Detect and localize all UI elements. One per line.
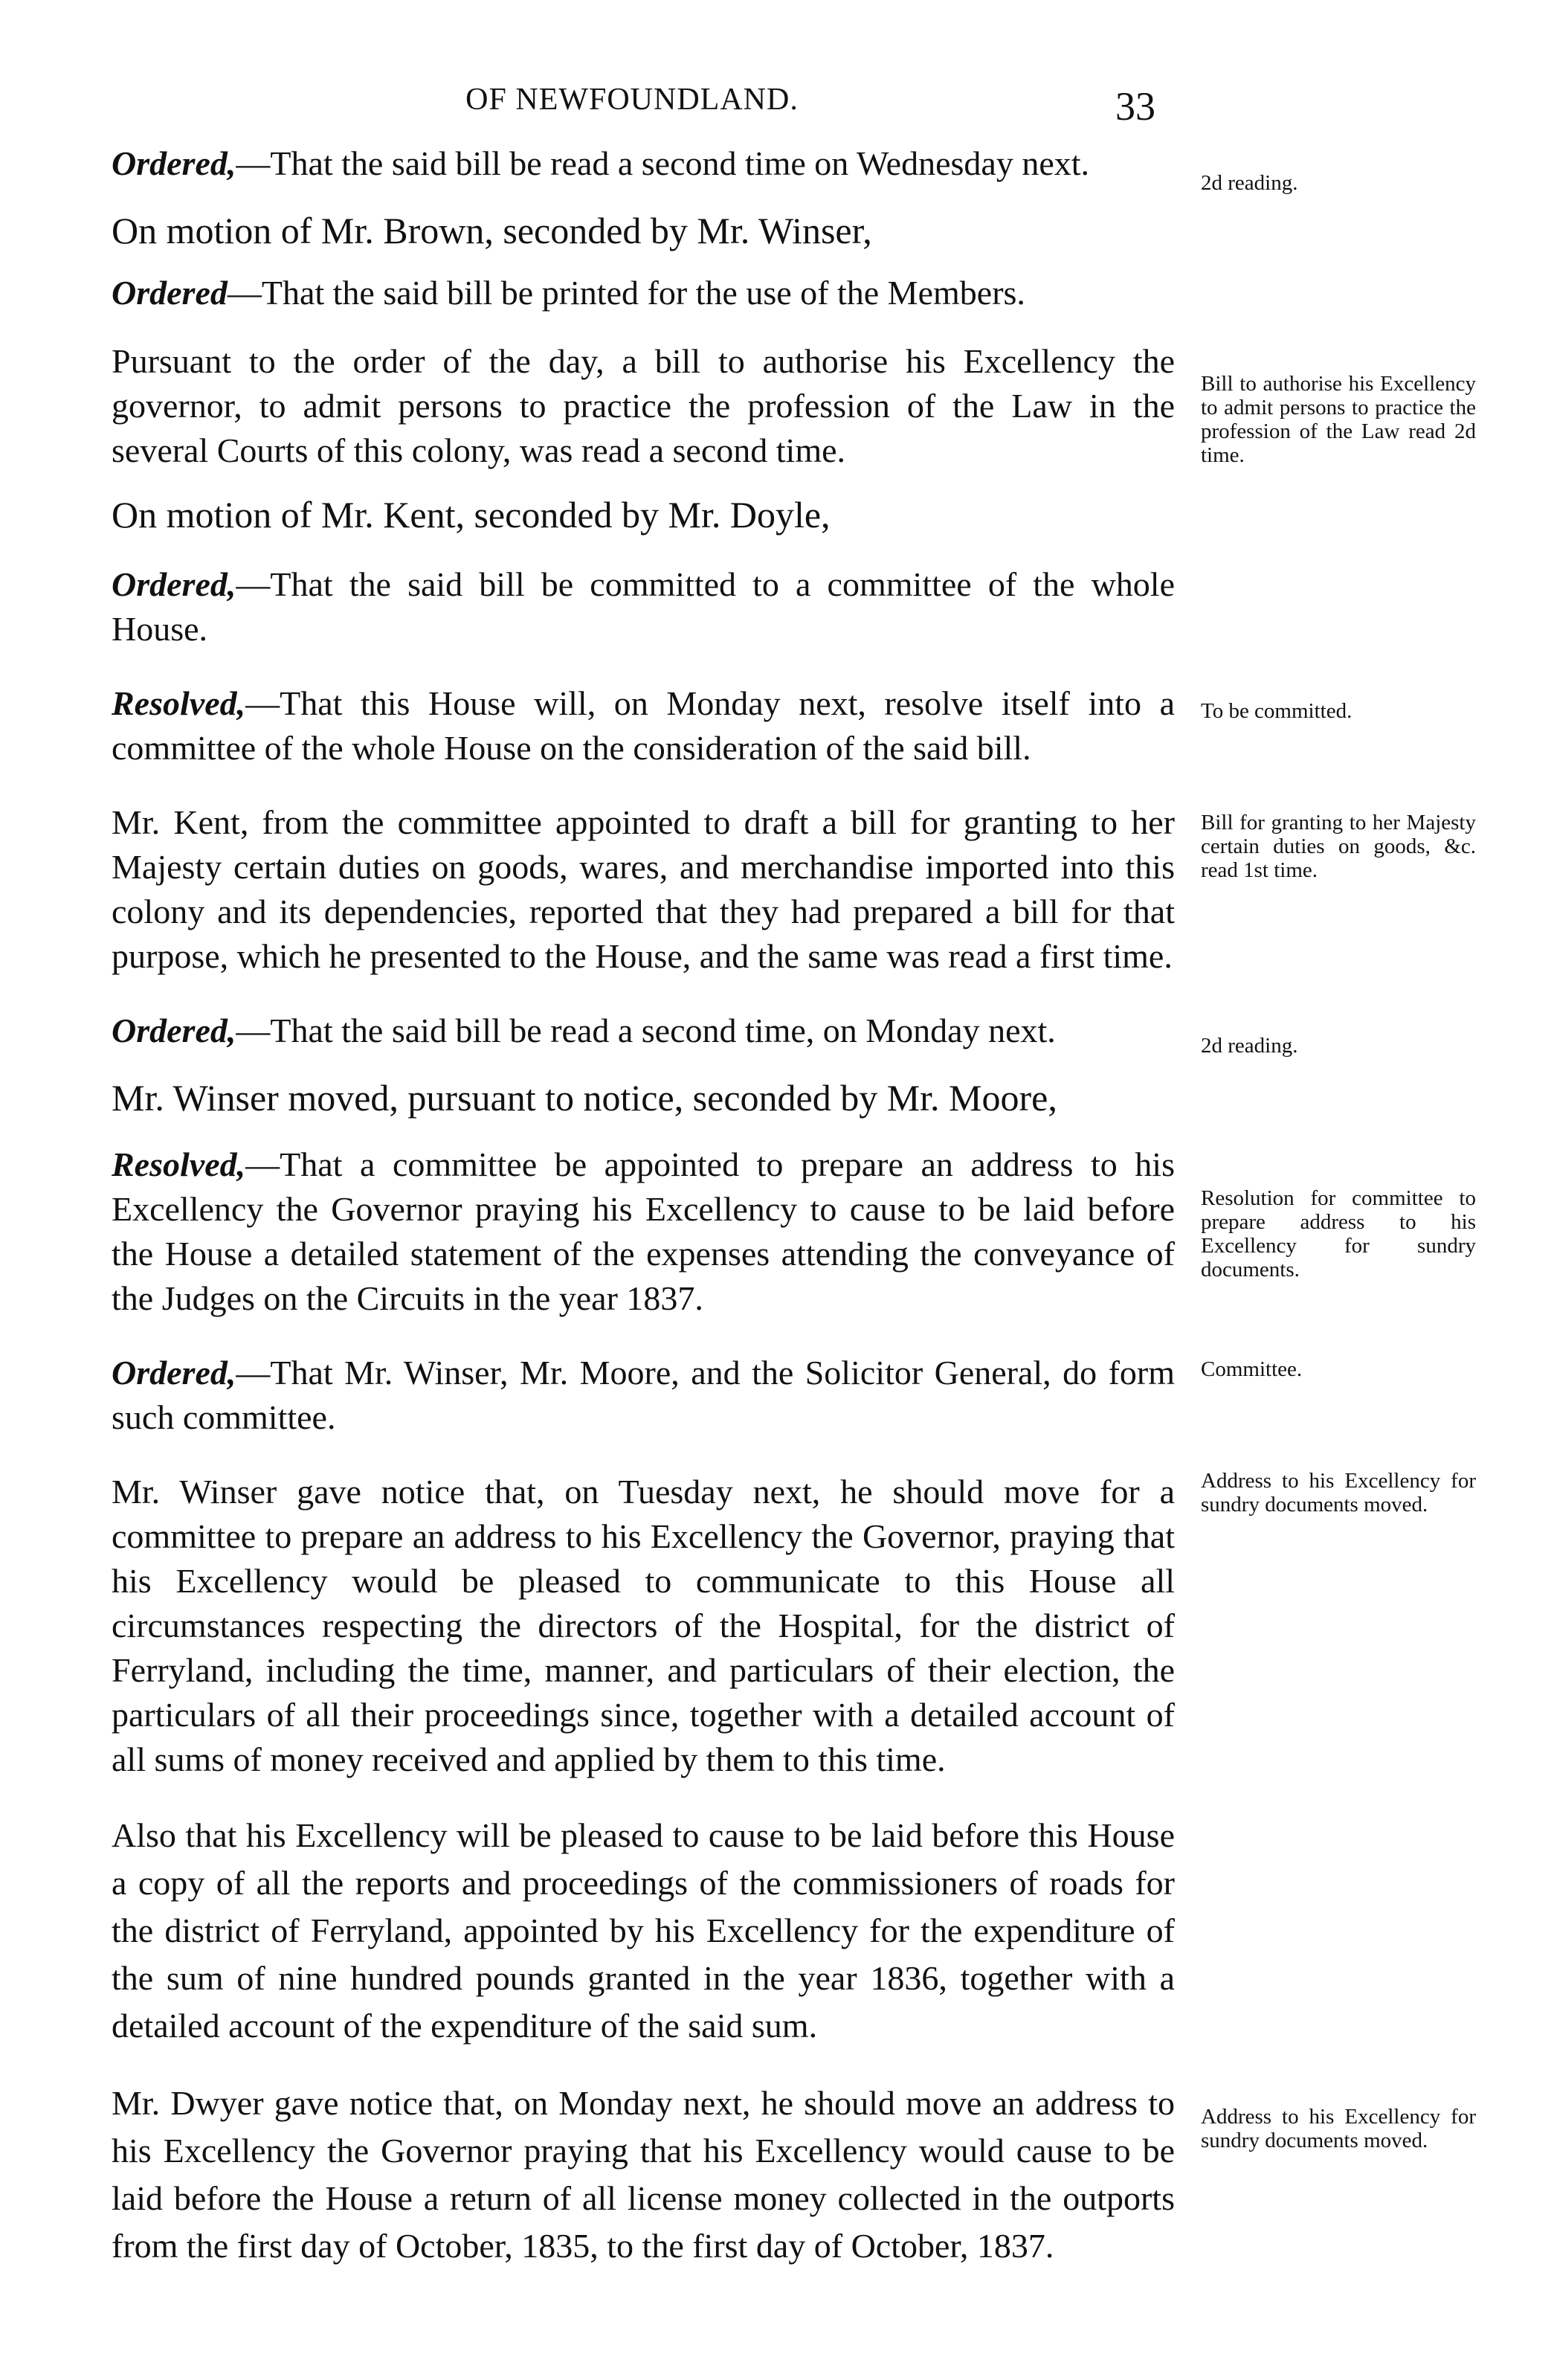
paragraph-text: —That the said bill be printed for the use of the Members. <box>227 274 1025 312</box>
paragraph-resolved-address <box>112 1142 1175 1321</box>
margin-note: Committee. <box>1201 1357 1303 1381</box>
paragraph-text: —That Mr. Winser, Mr. Moore, and the Solicitor General, do form such committee. <box>112 1354 1175 1436</box>
paragraph-lead: Ordered, <box>112 1012 236 1049</box>
margin-note: 2d reading. <box>1201 171 1298 195</box>
paragraph-text: Mr. Dwyer gave notice that, on Monday next, he should move an address to his Excellency the Governor praying that his Excellency would cause to be laid before the House a return of all license money collected in the outports from the first day of October, 1835, to the first day of October, 1837. <box>112 2084 1175 2265</box>
paragraph-lead: Ordered, <box>112 565 236 603</box>
paragraph-text: —That the said bill be read a second time on Wednesday next. <box>236 144 1090 182</box>
paragraph-lead: Ordered <box>112 274 228 312</box>
paragraph-law-bill <box>112 339 1175 473</box>
paragraph-text: —That this House will, on Monday next, resolve itself into a committee of the whole House on the consideration of the said bill. <box>112 684 1175 767</box>
paragraph-text: Mr. Winser moved, pursuant to notice, seconded by Mr. Moore, <box>112 1077 1057 1119</box>
margin-note: Address to his Excellency for sundry documents moved. <box>1201 2105 1476 2152</box>
paragraph-motion-brown <box>112 208 1175 253</box>
running-head: OF NEWFOUNDLAND. <box>465 83 799 117</box>
paragraph-ordered-second-reading <box>112 141 1175 186</box>
margin-note: 2d reading. <box>1201 1034 1298 1058</box>
paragraph-lead: Resolved, <box>112 684 246 722</box>
paragraph-text: Mr. Winser gave notice that, on Tuesday next, he should move for a committee to prepare an address to his Excellency the Governor, praying that his Excellency would be pleased to communicate to this House all circumstances respecting the directors of the Hospital, for the district of Ferryland, including the time, manner, and particulars of their election, the particulars of all their proceedings since, together with a detailed account of all sums of money received and applied by them to this time. <box>112 1473 1175 1778</box>
paragraph-text: Pursuant to the order of the day, a bill to authorise his Excellency the governor, to admit persons to practice the profession of the Law in the several Courts of this colony, was read a second time. <box>112 342 1175 469</box>
body-text <box>112 141 1175 2300</box>
paragraph-duties-bill <box>112 800 1175 979</box>
page-number: 33 <box>1115 84 1155 129</box>
paragraph-lead: Resolved, <box>112 1145 246 1183</box>
paragraph-winser-moved <box>112 1075 1175 1120</box>
margin-note: Bill to authorise his Excellency to admit persons to practice the profession of the Law read 2d time. <box>1201 372 1476 467</box>
paragraph-motion-kent <box>112 492 1175 537</box>
paragraph-resolved-committee <box>112 681 1175 771</box>
paragraph-text: Also that his Excellency will be pleased to cause to be laid before this House a copy of all the reports and proceedings of the commissioners of roads for the district of Ferryland, appointed by his Excellency for the expenditure of the sum of nine hundred pounds granted in the year 1836, together with a detailed account of the expenditure of the said sum. <box>112 1816 1175 2045</box>
paragraph-ordered-form-committee <box>112 1351 1175 1440</box>
margin-note: Bill for granting to her Majesty certain duties on goods, &c. read 1st time. <box>1201 811 1476 882</box>
paragraph-text: —That the said bill be read a second time, on Monday next. <box>236 1012 1056 1049</box>
paragraph-text: —That a committee be appointed to prepare an address to his Excellency the Governor praying his Excellency to cause to be laid before the House a detailed statement of the expenses attending the conveyance of the Judges on the Circuits in the year 1837. <box>112 1145 1175 1317</box>
paragraph-ordered-committed <box>112 562 1175 652</box>
paragraph-text: On motion of Mr. Brown, seconded by Mr. Winser, <box>112 210 872 251</box>
margin-note: Resolution for committee to prepare address to his Excellency for sundry documents. <box>1201 1186 1476 1281</box>
paragraph-winser-notice <box>112 1470 1175 1782</box>
paragraph-ordered-monday <box>112 1009 1175 1053</box>
paragraph-dwyer-notice <box>112 2080 1175 2270</box>
margin-note: To be committed. <box>1201 699 1353 723</box>
paragraph-lead: Ordered, <box>112 1354 236 1392</box>
paragraph-text: On motion of Mr. Kent, seconded by Mr. Doyle, <box>112 494 831 536</box>
paragraph-lead: Ordered, <box>112 144 236 182</box>
paragraph-also-roads <box>112 1812 1175 2050</box>
paragraph-ordered-printed <box>112 271 1175 315</box>
margin-note: Address to his Excellency for sundry documents moved. <box>1201 1469 1476 1517</box>
paragraph-text: —That the said bill be committed to a committee of the whole House. <box>112 565 1175 648</box>
paragraph-text: Mr. Kent, from the committee appointed to draft a bill for granting to her Majesty certain duties on goods, wares, and merchandise imported into this colony and its dependencies, reported that they had prepared a bill for that purpose, which he presented to the House, and the same was read a first time. <box>112 803 1175 975</box>
